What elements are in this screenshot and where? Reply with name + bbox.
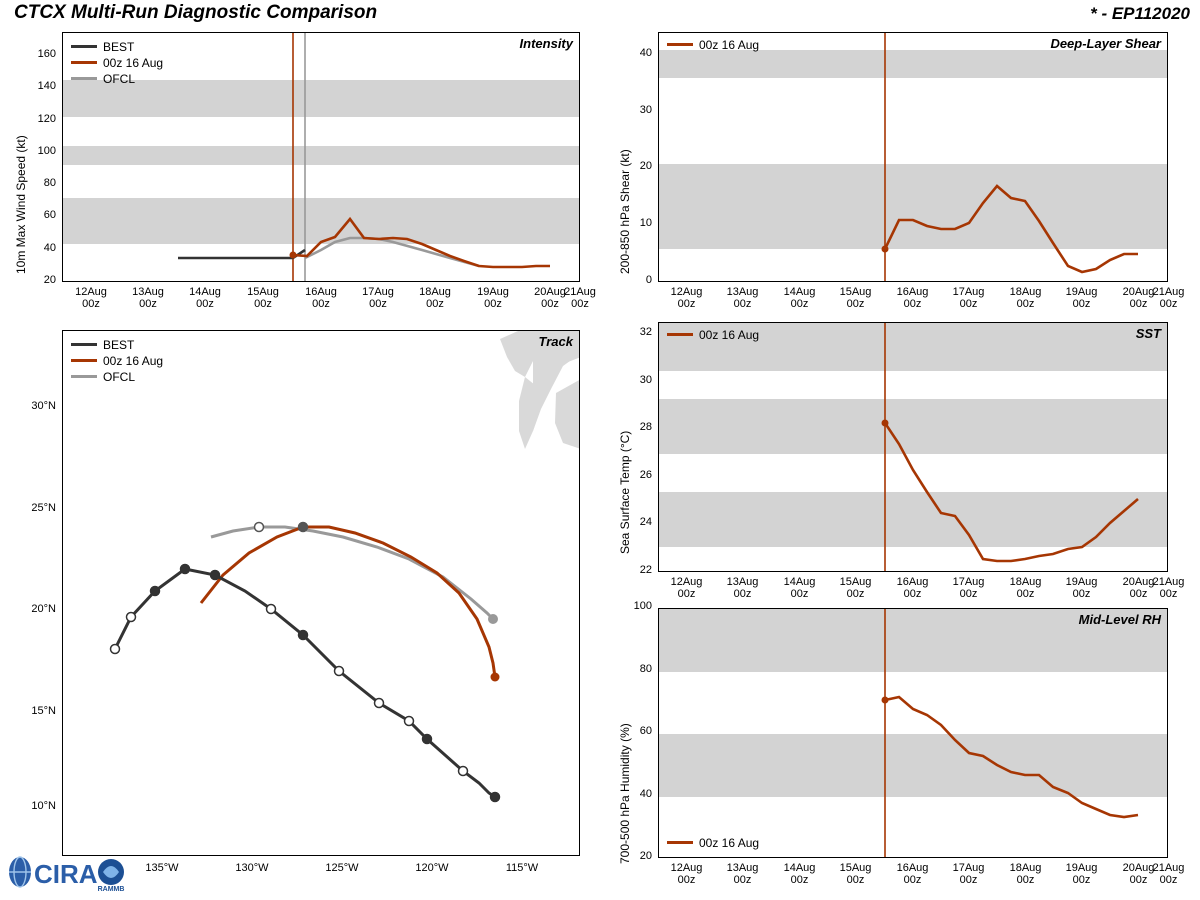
storm-id-label: * - EP112020	[1090, 4, 1190, 23]
ytick-lat-30: 30°N	[31, 400, 56, 412]
ytick-60: 60	[639, 725, 652, 737]
ytick-20: 20	[639, 850, 652, 862]
track-legend	[71, 337, 163, 385]
legend-run: 00z 16 Aug	[699, 327, 760, 342]
xtick: 16Aug 00z	[896, 862, 929, 886]
ytick-140: 140	[37, 80, 56, 93]
logo-text: CIRA	[34, 859, 98, 889]
xtick: 19Aug 00z	[477, 286, 509, 310]
ytick-40: 40	[43, 241, 56, 254]
sst-ylabel: Sea Surface Temp (°C)	[618, 430, 632, 554]
xtick: 14Aug 00z	[783, 862, 816, 886]
xtick-lon-120: 120°W	[415, 862, 449, 874]
shear-panel-label: Deep-Layer Shear	[1050, 36, 1161, 51]
ytick-lat-15: 15°N	[31, 705, 56, 717]
xtick: 20Aug 00z	[1122, 286, 1155, 310]
shear-panel	[600, 24, 1200, 314]
sst-series-svg	[659, 323, 1168, 572]
xtick: 18Aug 00z	[1009, 286, 1042, 310]
xtick: 21Aug 00z	[564, 286, 596, 310]
ytick-80: 80	[639, 662, 652, 675]
ytick-20: 20	[639, 160, 652, 173]
xtick: 15Aug 00z	[839, 862, 872, 886]
rh-ylabel: 700-500 hPa Humidity (%)	[618, 723, 632, 864]
legend-best: BEST	[103, 337, 135, 352]
ytick-26: 26	[639, 468, 652, 481]
ytick-80: 80	[43, 177, 56, 190]
shear-legend	[667, 37, 759, 53]
ytick-120: 120	[37, 112, 56, 125]
xtick-lon-130: 130°W	[235, 862, 269, 874]
ytick-lat-10: 10°N	[31, 800, 56, 812]
xtick-lon-125: 125°W	[325, 862, 359, 874]
xtick-lon-135: 135°W	[145, 862, 179, 874]
xtick: 14Aug 00z	[783, 576, 816, 600]
xtick-hour: 00z	[82, 298, 100, 310]
xtick: 18Aug 00z	[1009, 576, 1042, 600]
xtick-date: 12Aug	[75, 286, 107, 298]
intensity-panel-label: Intensity	[519, 36, 573, 51]
xtick: 12Aug 00z	[670, 286, 703, 310]
ytick-40: 40	[639, 46, 652, 59]
rh-series-svg	[659, 609, 1168, 858]
track-plot	[62, 330, 580, 856]
xtick: 21Aug 00z	[1152, 576, 1185, 600]
ytick-lat-25: 25°N	[31, 502, 56, 514]
rh-panel-label: Mid-Level RH	[1078, 612, 1161, 627]
intensity-ylabel: 10m Max Wind Speed (kt)	[14, 135, 28, 274]
cira-logo	[8, 850, 126, 894]
rh-plot	[658, 608, 1168, 858]
xtick: 16Aug 00z	[896, 286, 929, 310]
xtick: 16Aug 00z	[305, 286, 337, 310]
legend-run: 00z 16 Aug	[103, 55, 164, 70]
xtick: 21Aug 00z	[1152, 862, 1185, 886]
xtick: 19Aug 00z	[1065, 286, 1098, 310]
sst-panel	[600, 314, 1200, 604]
legend-run: 00z 16 Aug	[699, 835, 760, 850]
sst-legend	[667, 327, 759, 343]
rh-panel	[600, 600, 1200, 900]
intensity-legend	[71, 39, 163, 87]
legend-run: 00z 16 Aug	[699, 37, 760, 52]
legend-ofcl: OFCL	[103, 369, 136, 384]
logo-sub-text: RAMMB	[97, 886, 125, 893]
track-series-svg	[63, 331, 580, 856]
xtick: 12Aug 00z	[670, 862, 703, 886]
xtick: 12Aug 00z	[670, 576, 703, 600]
rh-legend	[667, 835, 759, 851]
xtick: 19Aug 00z	[1065, 576, 1098, 600]
ytick-22: 22	[639, 564, 652, 576]
xtick: 13Aug 00z	[726, 286, 759, 310]
track-panel-label: Track	[538, 334, 573, 349]
ytick-24: 24	[639, 516, 652, 529]
xtick-lon-115: 115°W	[505, 862, 539, 874]
xtick: 20Aug 00z	[534, 286, 566, 310]
shear-ylabel: 200-850 hPa Shear (kt)	[618, 149, 632, 274]
ytick-lat-20: 20°N	[31, 603, 56, 615]
intensity-panel	[0, 24, 596, 324]
xtick: 18Aug 00z	[1009, 862, 1042, 886]
ytick-100: 100	[37, 144, 56, 157]
legend-run: 00z 16 Aug	[103, 353, 164, 368]
xtick: 17Aug 00z	[362, 286, 394, 310]
xtick: 14Aug 00z	[189, 286, 221, 310]
intensity-plot	[62, 32, 580, 282]
ytick-0: 0	[645, 274, 652, 286]
ytick-32: 32	[639, 326, 652, 338]
xtick: 13Aug 00z	[726, 862, 759, 886]
shear-series-svg	[659, 33, 1168, 282]
ytick-30: 30	[639, 103, 652, 116]
ytick-100: 100	[633, 600, 652, 612]
xtick	[62, 286, 120, 310]
ytick-160: 160	[37, 48, 56, 60]
xtick: 17Aug 00z	[952, 862, 985, 886]
legend-best: BEST	[103, 39, 135, 54]
xtick: 15Aug 00z	[839, 286, 872, 310]
xtick: 13Aug 00z	[726, 576, 759, 600]
xtick: 15Aug 00z	[839, 576, 872, 600]
xtick: 14Aug 00z	[783, 286, 816, 310]
xtick: 16Aug 00z	[896, 576, 929, 600]
legend-ofcl: OFCL	[103, 71, 136, 86]
ytick-10: 10	[639, 217, 652, 230]
ytick-60: 60	[43, 209, 56, 222]
xtick: 17Aug 00z	[952, 286, 985, 310]
xtick: 20Aug 00z	[1122, 576, 1155, 600]
xtick: 15Aug 00z	[247, 286, 279, 310]
sst-plot	[658, 322, 1168, 572]
xtick: 18Aug 00z	[419, 286, 451, 310]
page-title: CTCX Multi-Run Diagnostic Comparison	[14, 2, 378, 23]
sst-panel-label: SST	[1135, 326, 1161, 341]
ytick-28: 28	[639, 421, 652, 434]
ytick-20: 20	[43, 274, 56, 286]
xtick: 20Aug 00z	[1122, 862, 1155, 886]
ytick-40: 40	[639, 787, 652, 800]
shear-plot	[658, 32, 1168, 282]
track-panel	[0, 330, 590, 890]
xtick: 17Aug 00z	[952, 576, 985, 600]
ytick-30: 30	[639, 373, 652, 386]
xtick: 21Aug 00z	[1152, 286, 1185, 310]
xtick: 19Aug 00z	[1065, 862, 1098, 886]
xtick: 13Aug 00z	[132, 286, 164, 310]
